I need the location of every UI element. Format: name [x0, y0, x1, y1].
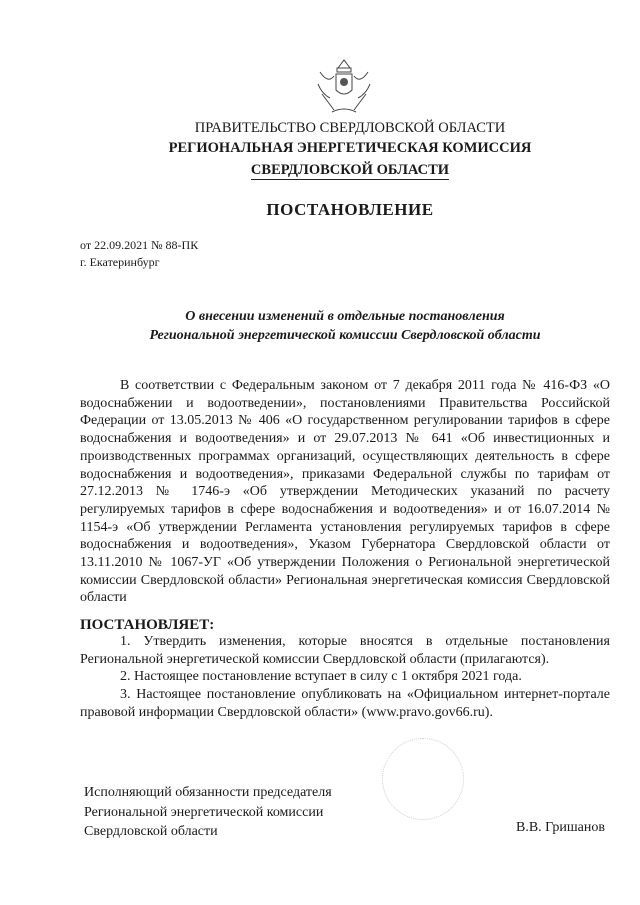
document-city: г. Екатеринбург	[80, 255, 160, 269]
signatory-position	[84, 783, 332, 842]
coat-of-arms-icon	[312, 54, 376, 118]
decree-item-3: 3. Настоящее постановление опубликовать на «Официальном интернет-портале правовой информации Свердловской области» (www.pravo.gov66.ru).	[80, 687, 610, 720]
document-type: ПОСТАНОВЛЕНИЕ	[266, 200, 434, 219]
subject-line-2: Региональной энергетической комиссии Свердловской области	[149, 328, 541, 343]
stamp-mark	[382, 738, 464, 820]
government-name: ПРАВИТЕЛЬСТВО СВЕРДЛОВСКОЙ ОБЛАСТИ	[194, 120, 506, 136]
decree-items	[80, 633, 610, 722]
position-line-3: Свердловской области	[84, 824, 218, 839]
decree-heading: ПОСТАНОВЛЯЕТ:	[80, 617, 215, 633]
commission-name: РЕГИОНАЛЬНАЯ ЭНЕРГЕТИЧЕСКАЯ КОМИССИЯ	[168, 140, 532, 156]
position-line-1: Исполняющий обязанности председателя	[84, 785, 332, 800]
position-line-2: Региональной энергетической комиссии	[84, 804, 324, 820]
document-date-number: от 22.09.2021 № 88-ПК	[80, 238, 199, 252]
decree-item-1: 1. Утвердить изменения, которые вносятся в отдельные постановления Региональной энергетической комиссии Свердловской области (прилагаются).	[80, 634, 610, 667]
signatory-name: В.В. Гришанов	[516, 820, 605, 835]
region-name: СВЕРДЛОВСКОЙ ОБЛАСТИ	[250, 162, 450, 178]
preamble-paragraph: В соответствии с Федеральным законом от 7 декабря 2011 года № 416-ФЗ «О водоснабжении и водоотведении», постановлениями Правительства Российской Федерации от 13.05.2013 № 406 «О государственном регулировании тарифов в сфере водоснабжения и водоотведения» и от 29.07.2013 № 641 «Об инвестиционных и производственных программах организаций, осуществляющих деятельность в сфере водоснабжения и водоотведения», приказами Федеральной службы по тарифам от 27.12.2013 № 1746-э «Об утверждении Методических указаний по расчету регулируемых тарифов в сфере водоснабжения и водоотведения» и от 16.07.2014 № 1154-э «Об утверждении Регламента установления регулируемых тарифов в сфере водоснабжения и водоотведения», Указом Губернатора Свердловской области от 13.11.2010 № 1067-УГ «Об утверждении Положения о Региональной энергетической комиссии Свердловской области» Региональная энергетическая комиссия Свердловской области	[80, 378, 610, 606]
decree-item-2: 2. Настоящее постановление вступает в силу с 1 октября 2021 года.	[120, 669, 522, 685]
subject-line-1: О внесении изменений в отдельные постановления	[185, 309, 505, 324]
